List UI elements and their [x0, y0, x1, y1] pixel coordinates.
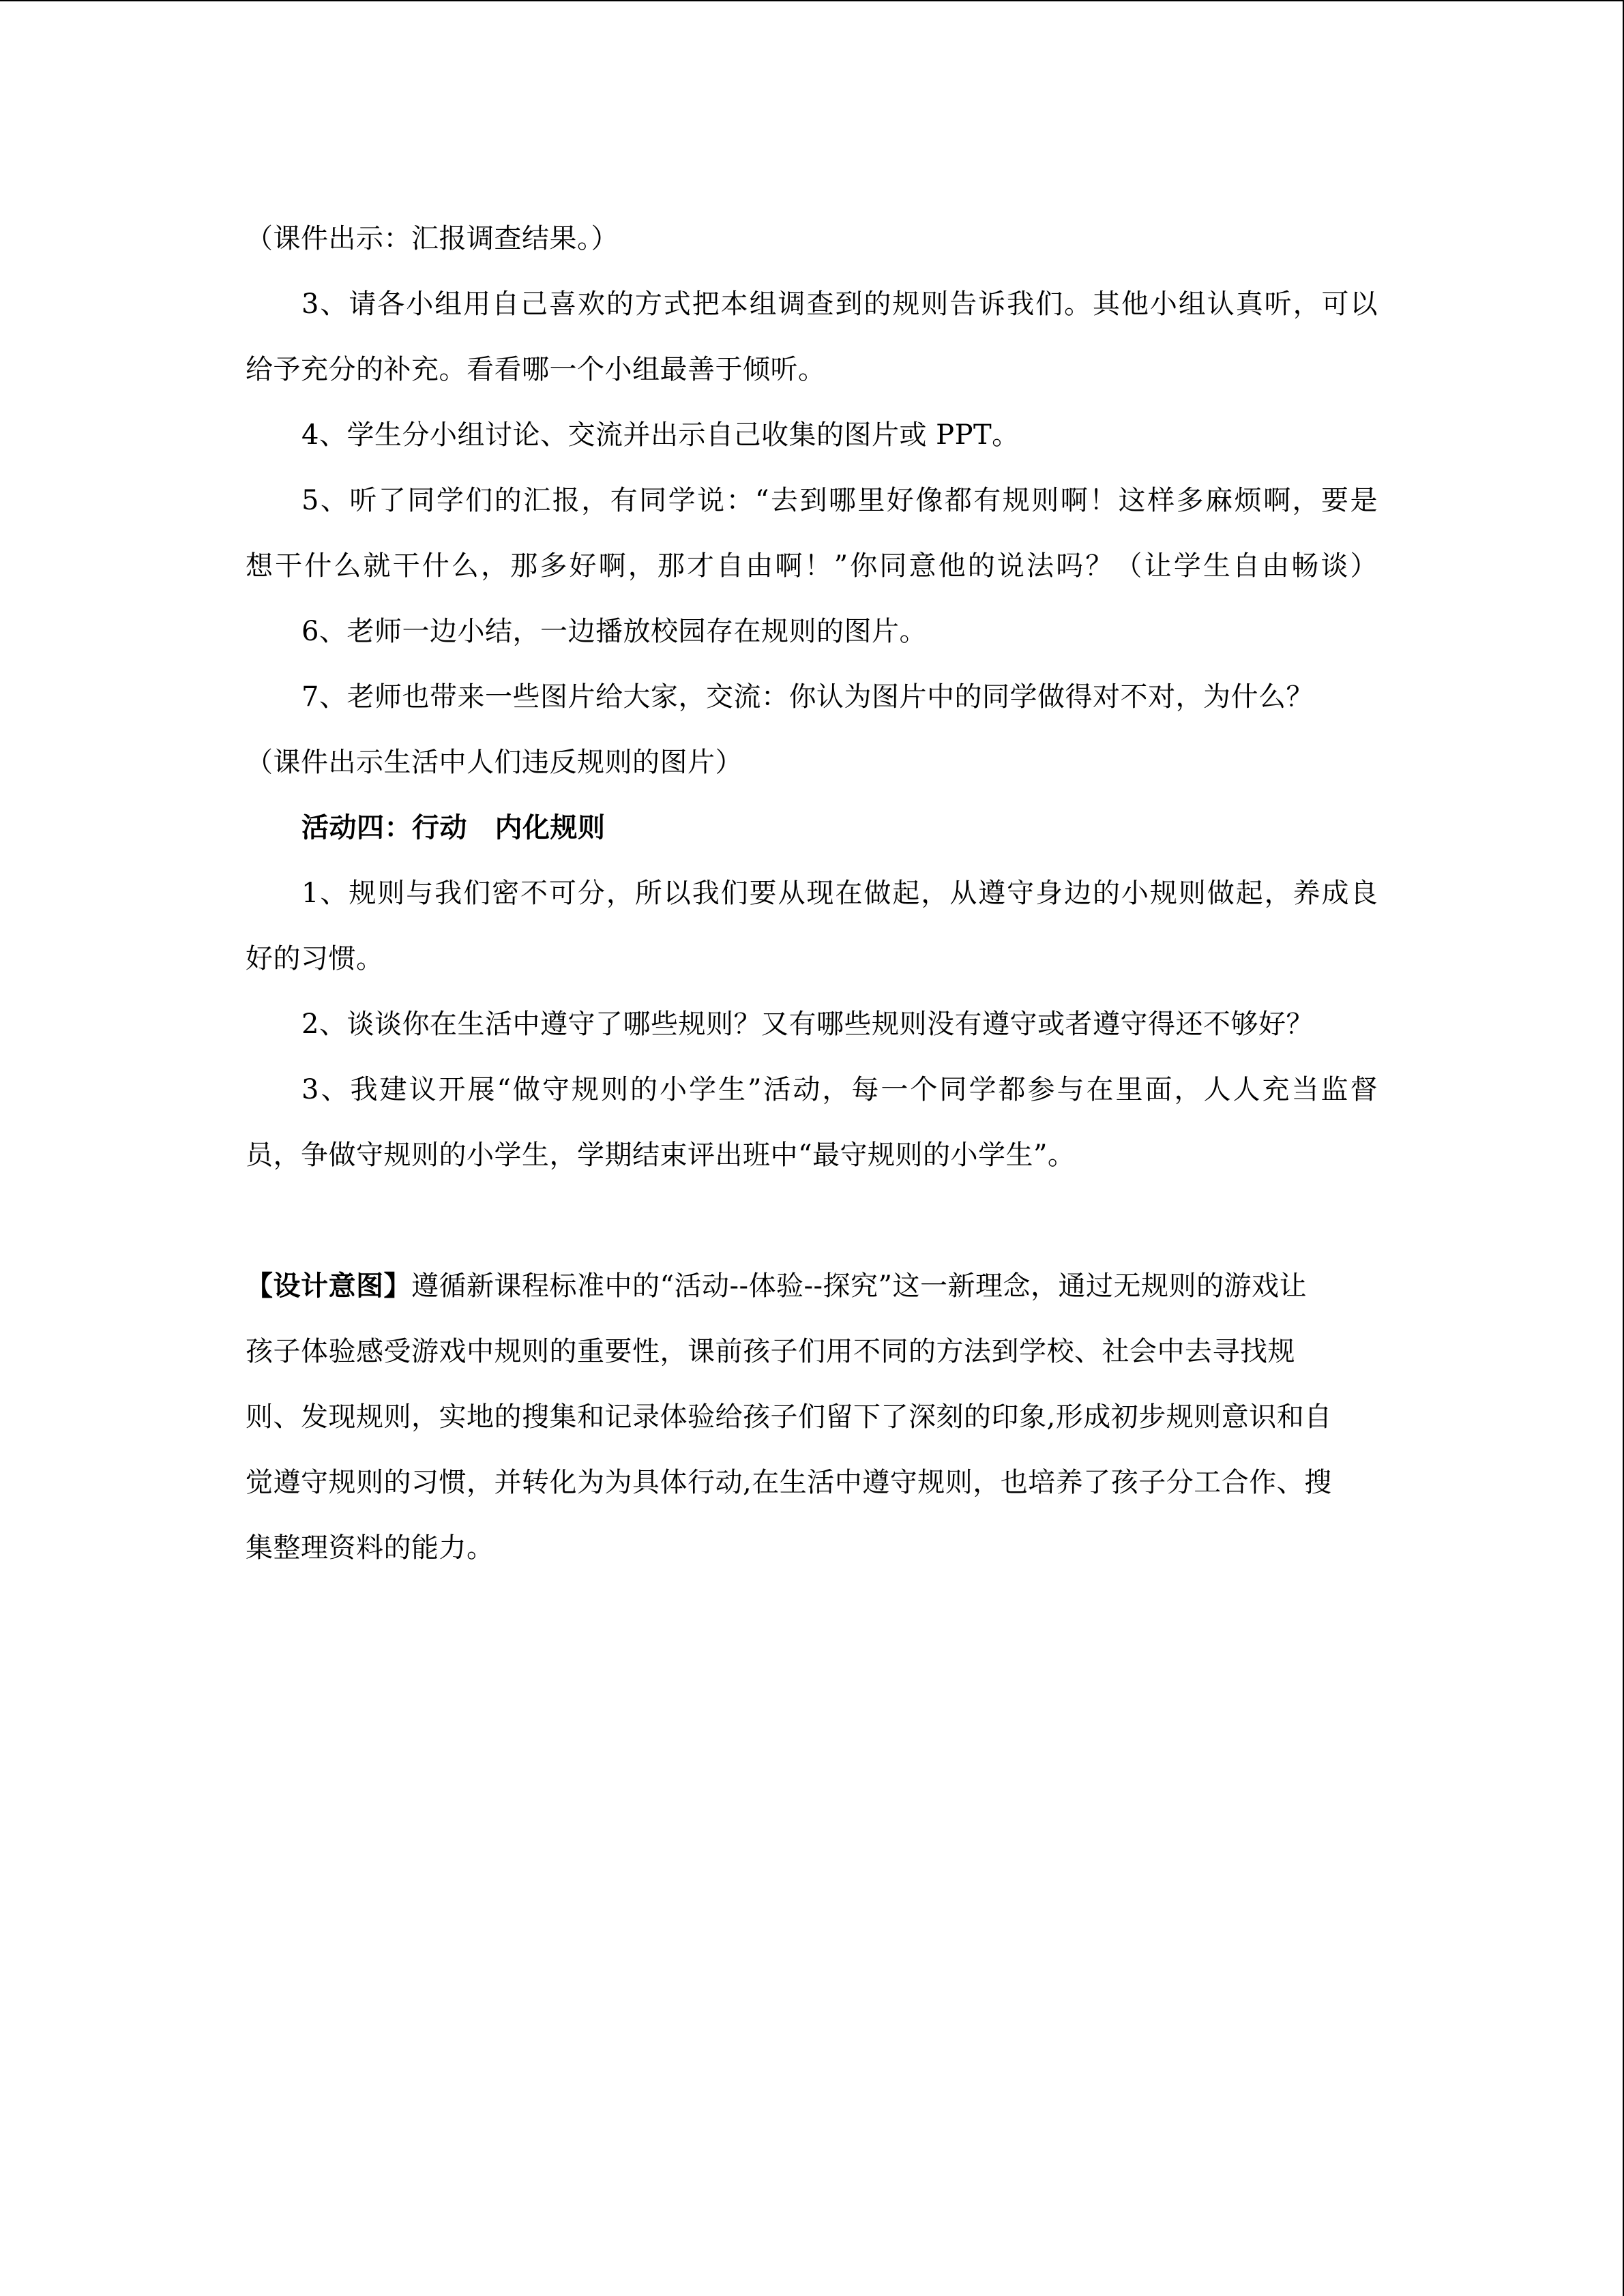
- paragraph-line: 3、请各小组用自己喜欢的方式把本组调查到的规则告诉我们。其他小组认真听，可以: [301, 288, 1378, 320]
- design-intent-line: [246, 1253, 1378, 1319]
- paragraph-line: 7、老师也带来一些图片给大家，交流：你认为图片中的同学做得对不对，为什么？: [301, 681, 1314, 713]
- paragraph-line: 3、我建议开展“做守规则的小学生”活动，每一个同学都参与在里面，人人充当监督: [301, 1074, 1378, 1105]
- design-intent-line: 孩子体验感受游戏中规则的重要性，课前孩子们用不同的方法到学校、社会中去寻找规: [246, 1336, 1295, 1367]
- design-intent-line: 则、发现规则，实地的搜集和记录体验给孩子们留下了深刻的印象,形成初步规则意识和自: [246, 1401, 1332, 1433]
- paragraph-line: 5、听了同学们的汇报，有同学说：“去到哪里好像都有规则啊！这样多麻烦啊，要是: [301, 485, 1378, 516]
- paragraph-line: 4、学生分小组讨论、交流并出示自己收集的图片或 PPT。: [301, 419, 1020, 451]
- design-intent-label: 【设计意图】: [246, 1270, 411, 1302]
- paragraph-line: 员，争做守规则的小学生，学期结束评出班中“最守规则的小学生”。: [246, 1139, 1076, 1171]
- paragraph-line: 6、老师一边小结，一边播放校园存在规则的图片。: [301, 616, 927, 647]
- design-intent-line: 集整理资料的能力。: [246, 1532, 494, 1564]
- paragraph-line: （课件出示生活中人们违反规则的图片）: [246, 747, 743, 778]
- section-heading: 活动四：行动 内化规则: [301, 811, 606, 844]
- design-intent-line: 觉遵守规则的习惯，并转化为为具体行动,在生活中遵守规则，也培养了孩子分工合作、搜: [246, 1467, 1332, 1498]
- paragraph-line: 想干什么就干什么，那多好啊，那才自由啊！”你同意他的说法吗？（让学生自由畅谈）: [246, 550, 1378, 582]
- document-body: [246, 206, 1378, 1581]
- paragraph-line: 1、规则与我们密不可分，所以我们要从现在做起，从遵守身边的小规则做起，养成良: [301, 878, 1378, 909]
- paragraph-spacer: [246, 1188, 1378, 1253]
- paragraph-line: 好的习惯。: [246, 943, 384, 974]
- paragraph-line: （课件出示：汇报调查结果。）: [246, 223, 619, 254]
- design-intent-text: 遵循新课程标准中的“活动--体验--探究”这一新理念，通过无规则的游戏让: [411, 1270, 1307, 1302]
- paragraph-line: 2、谈谈你在生活中遵守了哪些规则？又有哪些规则没有遵守或者遵守得还不够好？: [301, 1009, 1314, 1040]
- paragraph-line: 给予充分的补充。看看哪一个小组最善于倾听。: [246, 354, 826, 385]
